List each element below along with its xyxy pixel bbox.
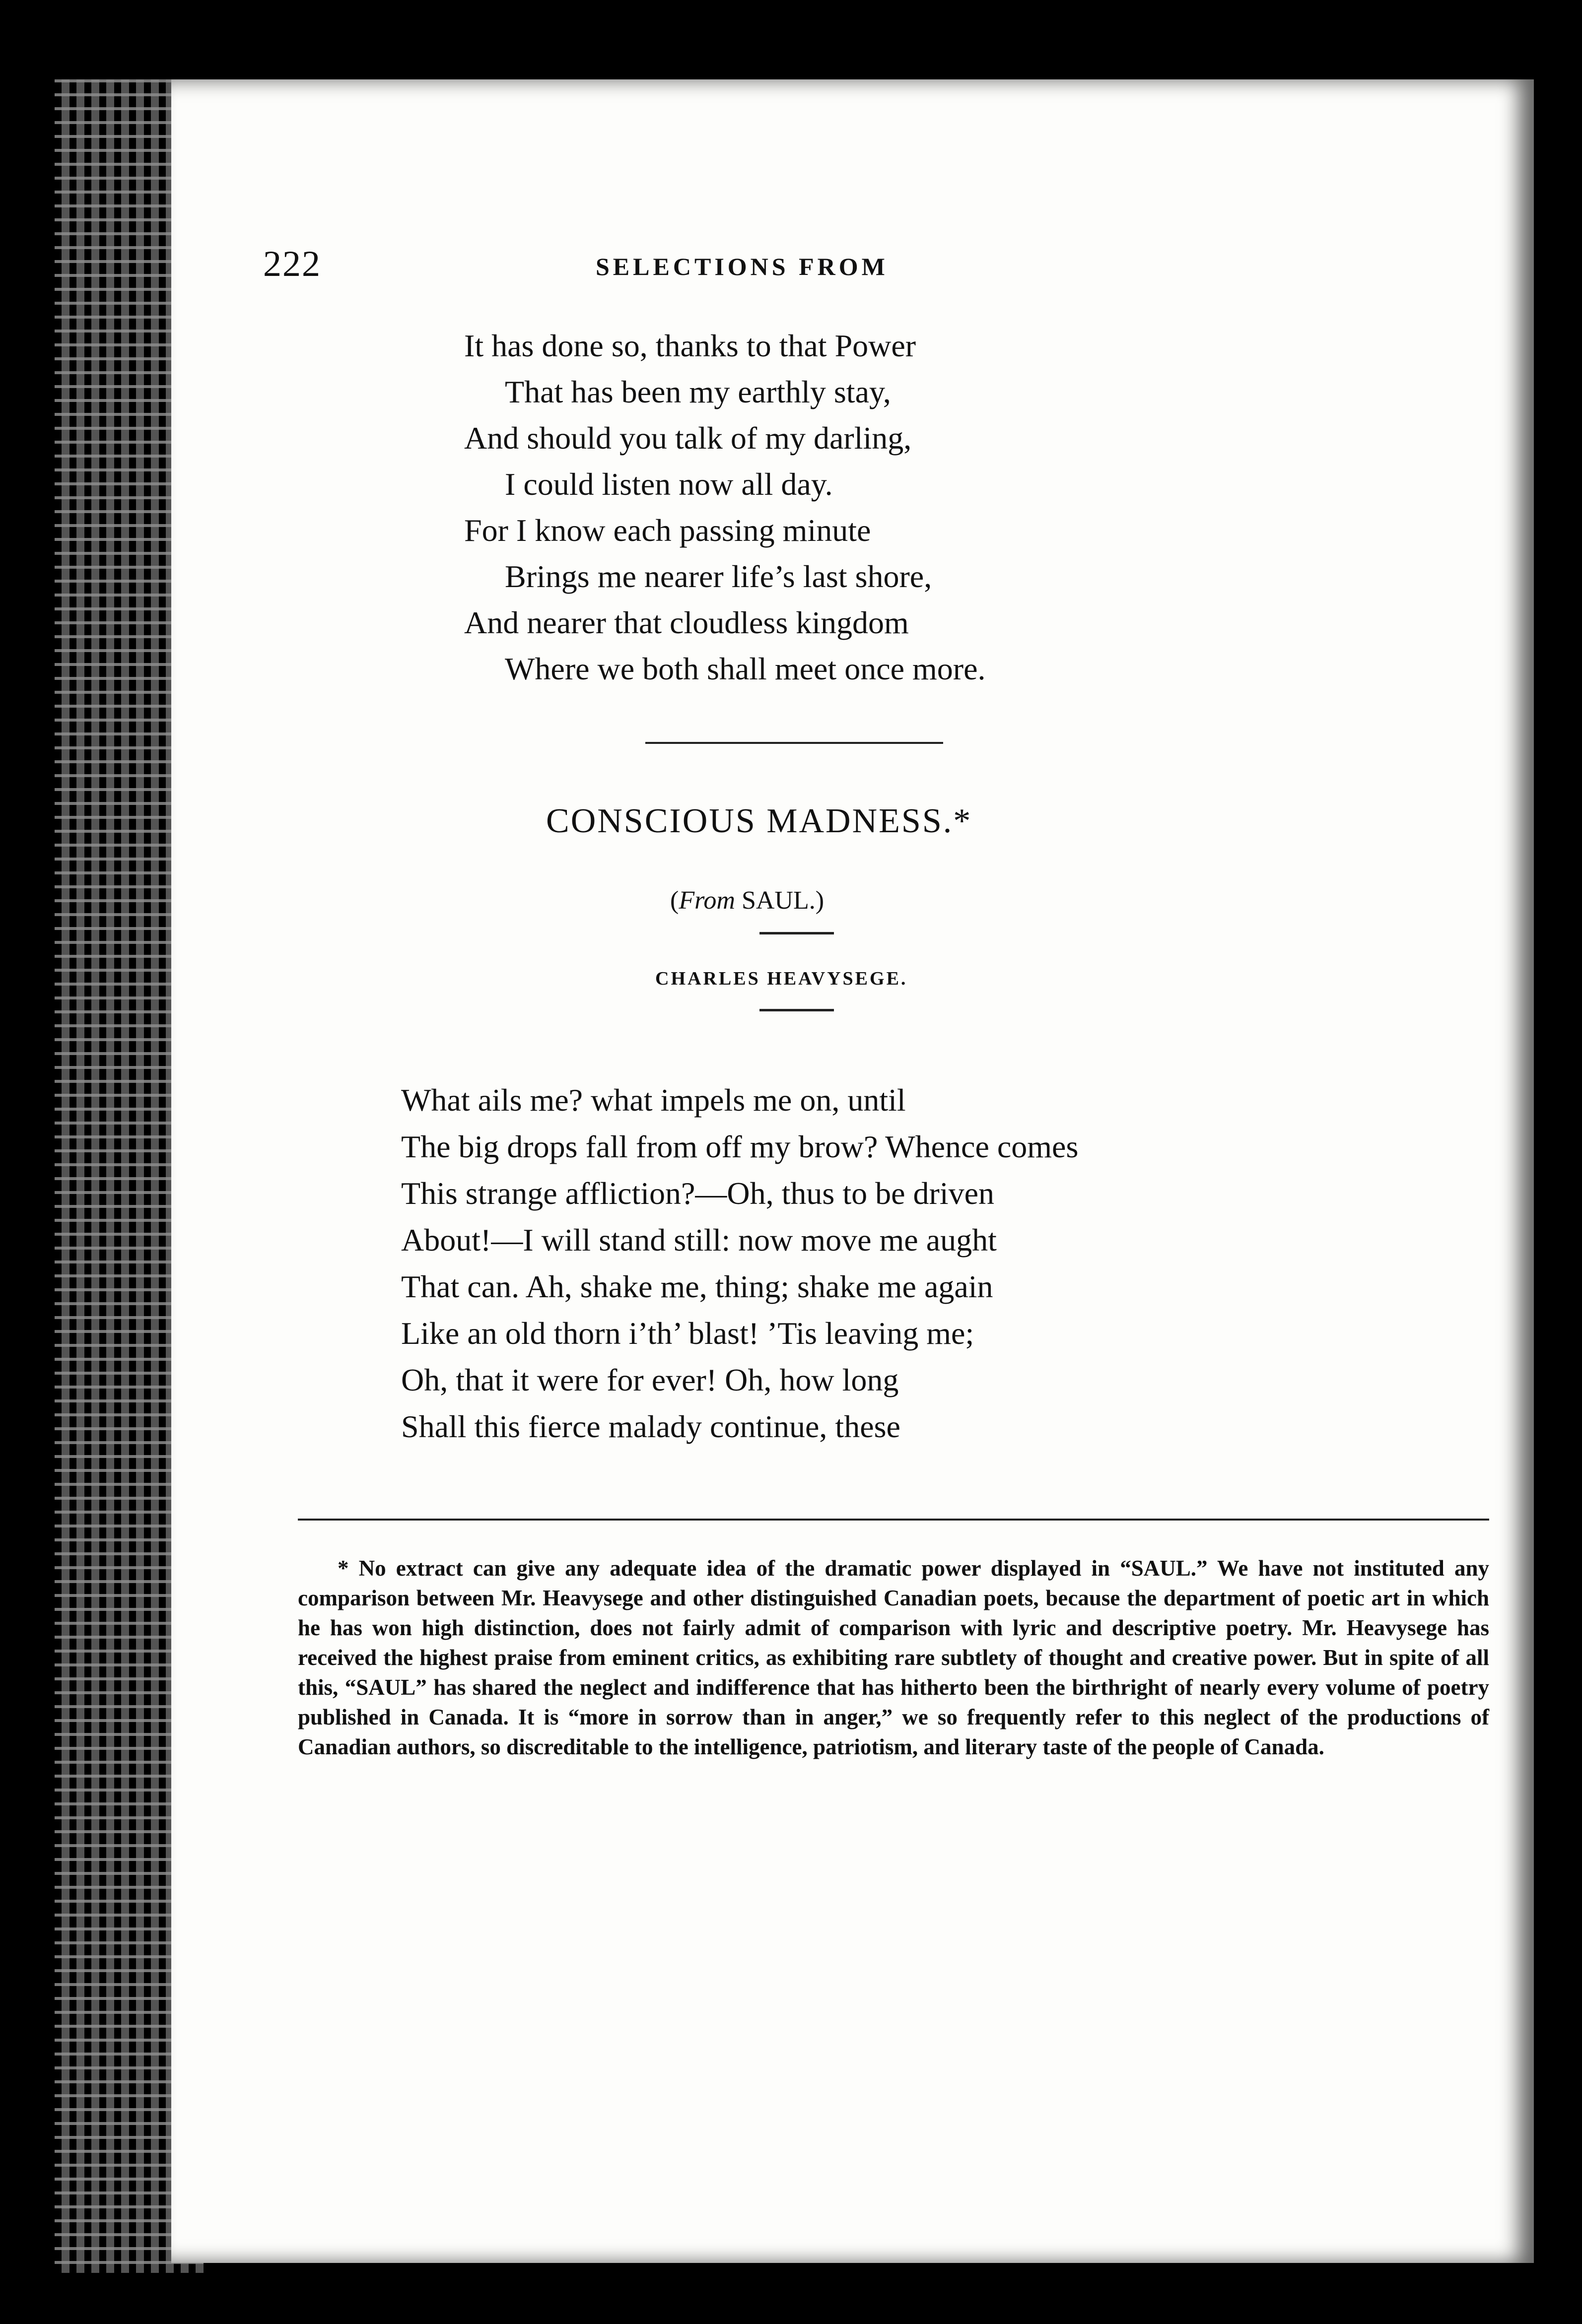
poem-source: (From SAUL.) [670,886,825,915]
verse-line: What ails me? what impels me on, until [401,1082,906,1118]
section-divider [645,742,943,744]
stanza-line: For I know each passing minute [464,513,871,548]
poem-verse [401,1077,1444,1450]
footnote-divider [298,1519,1489,1521]
page-number: 222 [263,244,321,284]
verse-line: About!—I will stand still: now move me aught [401,1222,997,1258]
short-rule [759,1009,834,1011]
verse-line: The big drops fall from off my brow? Whence comes [401,1129,1079,1164]
running-head [263,243,1266,298]
verse-line: This strange affliction?—Oh, thus to be driven [401,1176,994,1211]
preceding-stanza [464,323,1407,692]
short-rule [759,932,834,934]
verse-line: That can. Ah, shake me, thing; shake me again [401,1269,993,1304]
stanza-line: It has done so, thanks to that Power [464,328,916,363]
stanza-line: And nearer that cloudless kingdom [464,605,909,640]
poem-source-prefix: From [679,886,735,915]
stanza-line: And should you talk of my darling, [464,420,912,456]
poem-source-work: SAUL. [741,886,816,915]
poem-title: CONSCIOUS MADNESS.* [546,802,972,840]
running-title: SELECTIONS FROM [596,253,889,280]
footnote [298,1553,1489,1762]
verse-line: Like an old thorn i’th’ blast! ’Tis leaving me; [401,1316,974,1351]
verse-line: Oh, that it were for ever! Oh, how long [401,1362,899,1397]
stanza-line: That has been my earthly stay, [505,374,891,409]
stanza-line: Brings me nearer life’s last shore, [505,559,932,594]
footnote-text: * No extract can give any adequate idea of the dramatic power displayed in “SAUL.” We have not instituted any comparison between Mr. Heavysege and other distinguished Canadian poets, because the department of poetic art in which he has won high distinction, does not fairly admit of comparison with lyric and descriptive poetry. Mr. Heavysege has received the highest praise from eminent critics, as exhibiting rare subtlety of thought and creative power. But in spite of all this, “SAUL” has shared the neglect and indifference that has hitherto been the birthright of nearly every volume of poetry published in Canada. It is “more in sorrow than in anger,” we so frequently refer to this neglect of the productions of Canadian authors, so discreditable to the intelligence, patriotism, and literary taste of the people of Canada. [298,1556,1489,1759]
poem-author: CHARLES HEAVYSEGE. [655,968,908,989]
stanza-line: Where we both shall meet once more. [505,651,986,686]
verse-line: Shall this fierce malady continue, these [401,1409,900,1444]
stanza-line: I could listen now all day. [505,466,833,502]
